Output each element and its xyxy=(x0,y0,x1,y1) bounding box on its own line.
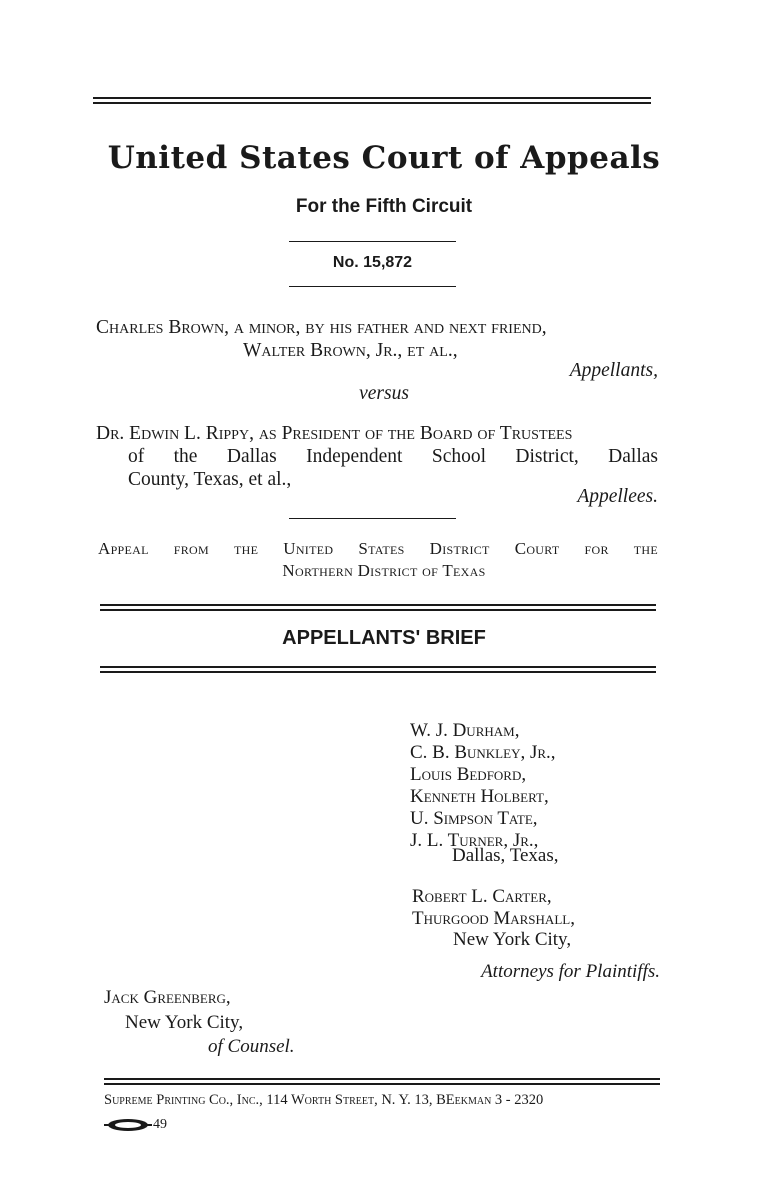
appellees-line-2: of the Dallas Independent School District, Dallas xyxy=(128,446,658,467)
printer-line: Supreme Printing Co., Inc., 114 Worth Street, N. Y. 13, BEekman 3 - 2320 xyxy=(104,1092,544,1108)
rule-below-parties xyxy=(289,518,456,519)
attorney-city-new-york: New York City, xyxy=(453,929,572,950)
attorney-name: C. B. Bunkley, Jr., xyxy=(410,742,556,763)
counsel-city: New York City, xyxy=(125,1012,244,1033)
attorney-name: Robert L. Carter, xyxy=(412,886,552,907)
attorney-name: W. J. Durham, xyxy=(410,720,520,741)
counsel-role: of Counsel. xyxy=(208,1036,295,1057)
appellees-line-1: Dr. Edwin L. Rippy, as President of the Board of Trustees xyxy=(96,423,573,444)
rule-below-case-number xyxy=(289,286,456,287)
attorney-name: Louis Bedford, xyxy=(410,764,527,785)
rule-above-printer xyxy=(104,1078,660,1085)
attorney-name: U. Simpson Tate, xyxy=(410,808,538,829)
rule-above-brief-title xyxy=(100,604,656,611)
attorneys-role: Attorneys for Plaintiffs. xyxy=(481,961,660,982)
brief-title: APPELLANTS' BRIEF xyxy=(282,627,486,649)
top-double-rule xyxy=(93,97,651,104)
attorney-name: Kenneth Holbert, xyxy=(410,786,549,807)
appeal-line-1: Appeal from the United States District Court for the xyxy=(98,539,658,558)
union-number: 49 xyxy=(153,1117,167,1132)
circuit-heading: For the Fifth Circuit xyxy=(295,196,473,217)
union-bug-icon xyxy=(104,1118,152,1132)
rule-above-case-number xyxy=(289,241,456,242)
appellees-line-3: County, Texas, et al., xyxy=(128,469,292,490)
appellants-role: Appellants, xyxy=(569,360,658,381)
counsel-name: Jack Greenberg, xyxy=(104,987,231,1008)
appellants-line-1: Charles Brown, a minor, by his father and next friend, xyxy=(96,317,547,338)
versus: versus xyxy=(359,383,409,404)
attorney-name: Thurgood Marshall, xyxy=(412,908,575,929)
attorney-name: J. L. Turner, Jr., xyxy=(410,830,539,851)
appellants-line-2: Walter Brown, Jr., et al., xyxy=(243,340,458,361)
rule-below-brief-title xyxy=(100,666,656,673)
appellees-role: Appellees. xyxy=(577,486,658,507)
case-number: No. 15,872 xyxy=(332,254,413,271)
court-name: United States Court of Appeals xyxy=(107,140,661,176)
attorney-list-new-york xyxy=(412,886,575,930)
appeal-line-2: Northern District of Texas xyxy=(282,561,486,580)
attorney-city-dallas: Dallas, Texas, xyxy=(452,845,559,866)
attorney-list-dallas xyxy=(410,720,556,852)
union-label xyxy=(104,1116,167,1134)
